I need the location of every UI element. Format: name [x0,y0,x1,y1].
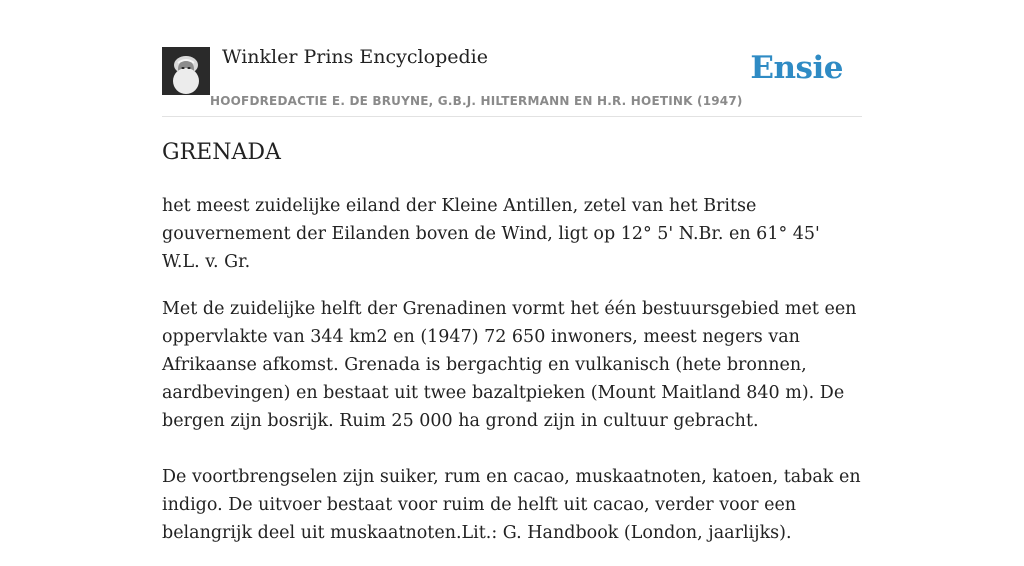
editors-line: HOOFDREDACTIE E. DE BRUYNE, G.B.J. HILTERMANN EN H.R. HOETINK (1947) [210,94,743,108]
publication-header [162,40,862,117]
ensie-logo[interactable]: Ensie [750,50,843,86]
author-avatar [162,47,210,95]
publication-title[interactable]: Winkler Prins Encyclopedie [222,46,488,68]
article-body [162,192,862,566]
article-title: GRENADA [162,140,281,165]
bearded-man-portrait-icon [162,47,210,95]
article-paragraph-1: het meest zuidelijke eiland der Kleine Antillen, zetel van het Britse gouvernement der Eilanden boven de Wind, ligt op 12° 5' N.Br. en 61° 45' W.L. v. Gr. [162,196,820,272]
article-paragraph-2: Met de zuidelijke helft der Grenadinen vormt het één bestuursgebied met een oppervlakte van 344 km2 en (1947) 72 650 inwoners, meest negers van Afrikaanse afkomst. Grenada is bergachtig en vulkanisch (hete bronnen, aardbevingen) en bestaat uit twee bazaltpieken (Mount Maitland 840 m). De bergen zijn bosrijk. Ruim 25 000 ha grond zijn in cultuur gebracht. De voortbrengselen zijn suiker, rum en cacao, muskaatnoten, katoen, tabak en indigo. De uitvoer bestaat voor ruim de helft uit cacao, verder voor een belangrijk deel uit muskaatnoten.Lit.: G. Handbook (London, jaarlijks). [162,299,861,543]
